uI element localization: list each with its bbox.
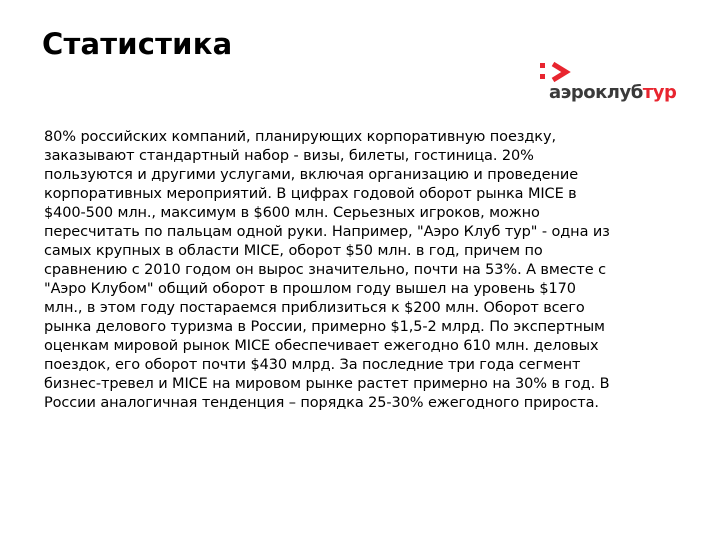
body-paragraph <box>44 128 684 413</box>
body-line: 80% российских компаний, планирующих корпоративную поездку, <box>44 129 556 145</box>
body-line: сравнению с 2010 годом он вырос значительно, почти на 53%. А вместе с <box>44 262 606 278</box>
body-line: пересчитать по пальцам одной руки. Например, "Аэро Клуб тур" - одна из <box>44 224 610 240</box>
body-line: поездок, его оборот почти $430 млрд. За последние три года сегмент <box>44 357 581 373</box>
logo-text-dark: аэроклуб <box>549 82 643 103</box>
body-line: России аналогичная тенденция – порядка 25-30% ежегодного прироста. <box>44 395 599 411</box>
body-line: "Аэро Клубом" общий оборот в прошлом году вышел на уровень $170 <box>44 281 576 297</box>
body-line: заказывают стандартный набор - визы, билеты, гостиница. 20% <box>44 148 534 164</box>
body-line: пользуются и другими услугами, включая организацию и проведение <box>44 167 579 183</box>
page-title: Статистика <box>42 27 233 61</box>
body-line: бизнес-тревел и MICE на мировом рынке растет примерно на 30% в год. В <box>44 376 610 392</box>
company-logo <box>540 60 690 110</box>
body-line: корпоративных мероприятий. В цифрах годовой оборот рынка MICE в <box>44 186 577 202</box>
body-line: оценкам мировой рынок MICE обеспечивает ежегодно 610 млн. деловых <box>44 338 599 354</box>
body-line: рынка делового туризма в России, примерно $1,5-2 млрд. По экспертным <box>44 319 605 335</box>
body-line: $400-500 млн., максимум в $600 млн. Серьезных игроков, можно <box>44 205 540 221</box>
body-line: млн., в этом году постараемся приблизиться к $200 млн. Оборот всего <box>44 300 585 316</box>
logo-text-red: тур <box>642 82 677 103</box>
body-line: самых крупных в области MICE, оборот $50 млн. в год, причем по <box>44 243 543 259</box>
logo-wordmark <box>549 82 676 104</box>
